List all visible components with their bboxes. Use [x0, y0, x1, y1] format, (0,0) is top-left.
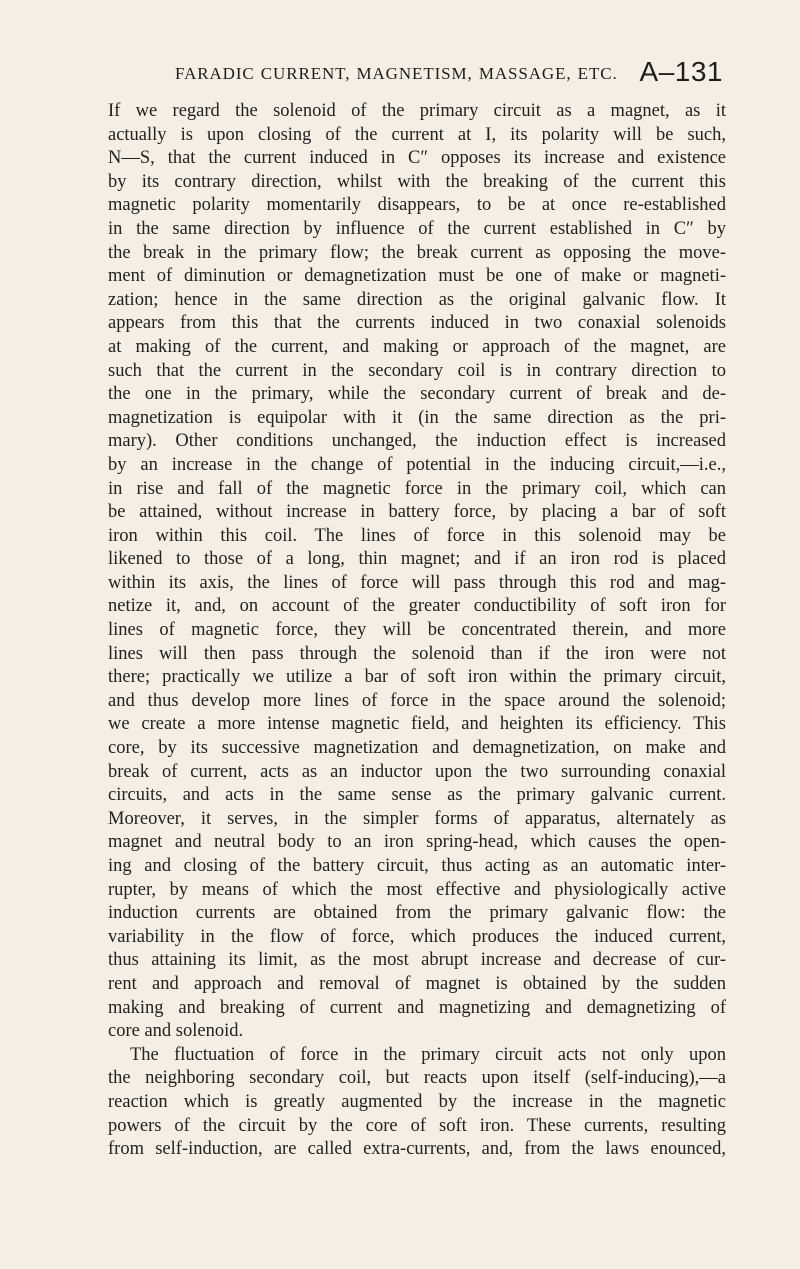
text-line: and thus develop more lines of force in the space around the solenoid;: [108, 690, 726, 711]
paragraph-start-line: The fluctuation of force in the primary circuit acts not only upon: [130, 1044, 726, 1065]
text-line: thus attaining its limit, as the most abrupt increase and decrease of cur-: [108, 950, 726, 971]
text-line: induction currents are obtained from the primary galvanic flow: the: [108, 903, 726, 924]
text-line: lines of magnetic force, they will be concentrated therein, and more: [108, 620, 726, 641]
text-line: iron within this coil. The lines of force in this solenoid may be: [108, 525, 726, 546]
text-line: there; practically we utilize a bar of soft iron within the primary circuit,: [108, 667, 726, 688]
text-line: at making of the current, and making or approach of the magnet, are: [108, 336, 726, 357]
text-line: core, by its successive magnetization and demagnetization, on make and: [108, 738, 726, 759]
text-line: making and breaking of current and magnetizing and demagnetizing of: [108, 997, 726, 1018]
text-line: such that the current in the secondary coil is in contrary direction to: [108, 360, 726, 381]
text-line: circuits, and acts in the same sense as the primary galvanic current.: [108, 785, 726, 806]
text-line: the one in the primary, while the secondary current of break and de-: [108, 384, 726, 405]
text-line: within its axis, the lines of force will pass through this rod and mag-: [108, 572, 726, 593]
text-line: in rise and fall of the magnetic force in the primary coil, which can: [108, 478, 726, 499]
text-line: zation; hence in the same direction as the original galvanic flow. It: [108, 289, 726, 310]
text-line: in the same direction by influence of the current established in C″ by: [108, 218, 726, 239]
text-line: actually is upon closing of the current at I, its polarity will be such,: [108, 124, 726, 145]
text-line: the break in the primary flow; the break current as opposing the move-: [108, 242, 726, 263]
text-line: by an increase in the change of potential in the inducing circuit,—i.e.,: [108, 454, 726, 475]
text-line: Moreover, it serves, in the simpler forms of apparatus, alternately as: [108, 808, 726, 829]
text-line: reaction which is greatly augmented by the increase in the magnetic: [108, 1091, 726, 1112]
text-line: rent and approach and removal of magnet is obtained by the sudden: [108, 973, 726, 994]
text-line: powers of the circuit by the core of soft iron. These currents, resulting: [108, 1115, 726, 1136]
text-line: magnetic polarity momentarily disappears, to be at once re-established: [108, 195, 726, 216]
text-line: break of current, acts as an inductor upon the two surrounding conaxial: [108, 761, 726, 782]
text-line: magnetization is equipolar with it (in the same direction as the pri-: [108, 407, 726, 428]
page-number: A–131: [639, 56, 723, 87]
text-line: be attained, without increase in battery force, by placing a bar of soft: [108, 502, 726, 523]
text-line: ing and closing of the battery circuit, thus acting as an automatic inter-: [108, 856, 726, 876]
text-line: we create a more intense magnetic field, and heighten its efficiency. This: [108, 714, 726, 735]
text-line: variability in the flow of force, which produces the induced current,: [108, 926, 726, 947]
paragraph-end-line: core and solenoid.: [108, 1021, 244, 1042]
text-line: N—S, that the current induced in C″ opposes its increase and existence: [108, 148, 726, 169]
text-line: from self-induction, are called extra-currents, and, from the laws enounced,: [108, 1139, 726, 1160]
running-head-title: FARADIC CURRENT, MAGNETISM, MASSAGE, ETC.: [175, 64, 618, 83]
running-head: [175, 56, 723, 96]
text-line: mary). Other conditions unchanged, the induction effect is increased: [108, 431, 726, 452]
text-line: If we regard the solenoid of the primary circuit as a magnet, as it: [108, 101, 726, 121]
text-line: the neighboring secondary coil, but reacts upon itself (self-inducing),—a: [108, 1068, 726, 1089]
text-line: rupter, by means of which the most effective and physiologically active: [108, 879, 726, 900]
text-line: lines will then pass through the solenoid than if the iron were not: [108, 643, 726, 664]
body-text: [108, 100, 726, 1162]
text-line: ment of diminution or demagnetization must be one of make or magneti-: [108, 266, 726, 287]
text-line: by its contrary direction, whilst with the breaking of the current this: [108, 171, 726, 192]
text-line: netize it, and, on account of the greater conductibility of soft iron for: [108, 596, 726, 617]
text-line: likened to those of a long, thin magnet; and if an iron rod is placed: [108, 549, 726, 570]
text-line: appears from this that the currents induced in two conaxial solenoids: [108, 313, 726, 334]
text-line: magnet and neutral body to an iron spring-head, which causes the open-: [108, 832, 726, 853]
